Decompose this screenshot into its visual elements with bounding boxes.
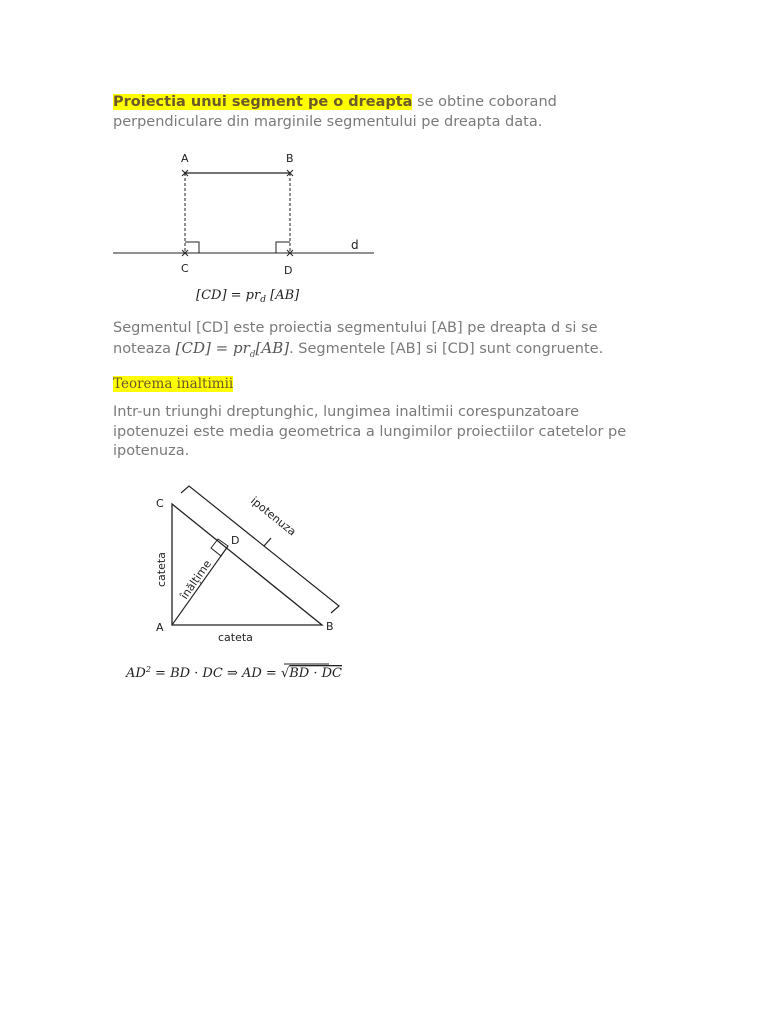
altitude-formula: $AD^2$ = BD · DC ⇒ AD = √BD · DC: [126, 665, 342, 681]
label-ipotenuza: ipotenuza: [248, 494, 299, 539]
right-triangle: [172, 504, 322, 625]
section1-text-line2: perpendiculare din marginile segmentului pe dreapta data.: [113, 113, 543, 130]
section1-text-line1: se obtine coborand: [412, 94, 557, 110]
label-d-line: d: [351, 238, 359, 252]
altitude-figure: [110, 480, 370, 690]
section2-inline-formula: $[CD] = pr_d[AB]$: [175, 338, 290, 360]
altitude-ad: [172, 546, 228, 625]
section3-line3: ipotenuza.: [113, 443, 190, 459]
label-c: C: [181, 262, 189, 275]
section3-heading: Teorema inaltimii: [113, 376, 234, 392]
label-cateta-vertical: cateta: [155, 552, 168, 587]
section1-paragraph: [113, 93, 557, 132]
label-d-point: D: [284, 264, 293, 277]
section2-line2-suffix: . Segmentele [AB] si [CD] sunt congruente.: [289, 340, 604, 357]
section3-line1: Intr-un triunghi dreptunghic, lungimea inaltimii corespunzatoare: [113, 404, 580, 420]
section2-paragraph: [113, 319, 603, 365]
section2-line1: Segmentul [CD] este proiectia segmentului [AB] pe dreapta d si se: [113, 320, 598, 336]
section3-heading-line: [113, 375, 233, 395]
projection-formula: $[CD] = pr_d$ [AB]: [196, 288, 300, 305]
label-b: B: [326, 620, 334, 633]
projection-figure: [100, 145, 400, 310]
label-a: A: [181, 152, 189, 165]
section3-paragraph: [113, 403, 626, 462]
section1-heading: Proiectia unui segment pe o dreapta: [113, 94, 413, 110]
label-inaltime: înălțime: [177, 557, 215, 602]
label-b: B: [286, 152, 294, 165]
label-c: C: [156, 497, 164, 510]
section3-line2: ipotenuzei este media geometrica a lungimilor proiectiilor catetelor pe: [113, 423, 627, 440]
section2-line2-prefix: noteaza: [113, 340, 176, 357]
label-a: A: [156, 621, 164, 634]
hypotenuse-bracket-tick: [264, 538, 271, 546]
label-cateta-horizontal: cateta: [218, 631, 253, 644]
label-d: D: [231, 534, 240, 547]
